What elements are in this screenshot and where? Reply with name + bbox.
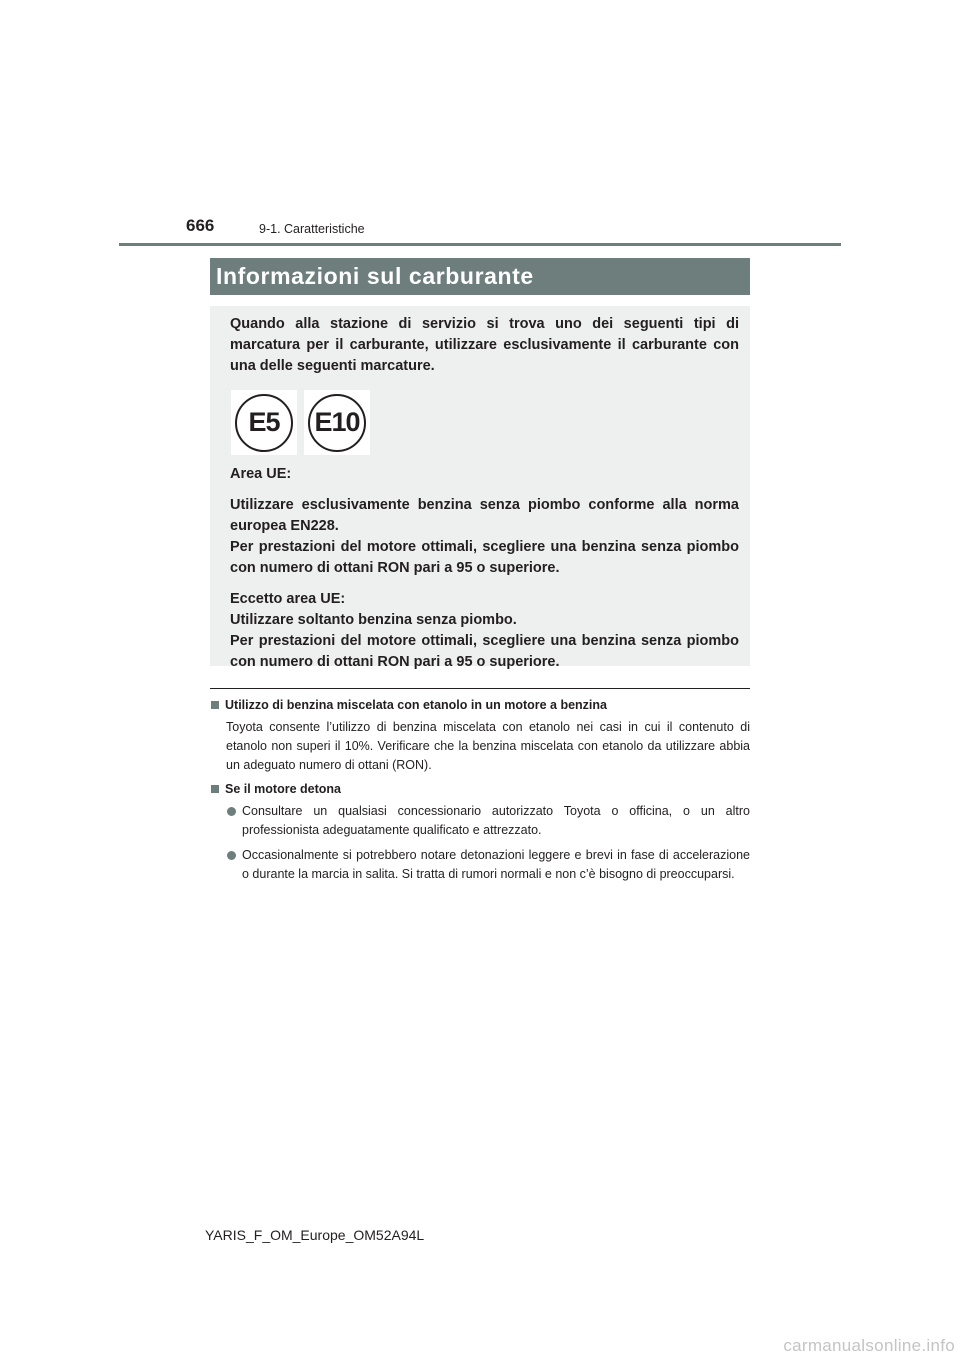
list-item-text: Occasionalmente si potrebbero notare detonazioni leggere e brevi in fase di accelerazione o durante la marcia in salita. Si tratta di rumori normali e non c’è bisogno di preoccuparsi. xyxy=(242,848,750,881)
fuel-info-box xyxy=(210,306,750,670)
eu-area-text-1: Utilizzare esclusivamente benzina senza piombo conforme alla norma europea EN228. xyxy=(230,497,739,534)
square-bullet-icon xyxy=(211,701,219,709)
list-item-text: Consultare un qualsiasi concessionario autorizzato Toyota o officina, o un altro professionista adeguatamente qualificato e attrezzato. xyxy=(242,804,750,837)
page-title: Informazioni sul carburante xyxy=(210,258,750,295)
note-heading-ethanol-text: Utilizzo di benzina miscelata con etanolo in un motore a benzina xyxy=(225,698,607,712)
e10-marking-icon: E10 xyxy=(308,394,366,452)
section-label: 9-1. Caratteristiche xyxy=(259,222,365,236)
list-item xyxy=(210,846,750,884)
e5-marking-tile xyxy=(231,390,297,455)
notes-section xyxy=(210,696,750,884)
square-bullet-icon xyxy=(211,785,219,793)
e10-marking-tile xyxy=(304,390,370,455)
watermark: carmanualsonline.info xyxy=(783,1336,955,1355)
notes-divider xyxy=(210,688,750,689)
header-divider xyxy=(119,243,841,246)
non-eu-area-text-1: Utilizzare soltanto benzina senza piombo. xyxy=(230,612,517,628)
non-eu-area-text-2: Per prestazioni del motore ottimali, scegliere una benzina senza piombo con numero di ottani RON pari a 95 o superiore. xyxy=(230,633,739,670)
fuel-marking-badges xyxy=(231,390,739,455)
intro-text: Quando alla stazione di servizio si trova uno dei seguenti tipi di marcatura per il carburante, utilizzare esclusivamente il carburante con una delle seguenti marcature. xyxy=(230,316,739,374)
note-heading-ethanol xyxy=(210,696,750,715)
note-heading-knocking-text: Se il motore detona xyxy=(225,782,341,796)
document-code-footer: YARIS_F_OM_Europe_OM52A94L xyxy=(205,1227,425,1243)
non-eu-area-label: Eccetto area UE: xyxy=(230,591,346,607)
list-item xyxy=(210,802,750,840)
eu-area-text-2: Per prestazioni del motore ottimali, scegliere una benzina senza piombo con numero di ottani RON pari a 95 o superiore. xyxy=(230,539,739,576)
page-number: 666 xyxy=(186,216,215,235)
round-bullet-icon xyxy=(227,851,236,860)
note-body-ethanol: Toyota consente l’utilizzo di benzina miscelata con etanolo nei casi in cui il contenuto di etanolo non superi il 10%. Verificare che la benzina miscelata con etanolo da utilizzare abbia un adeguato numero di ottani (RON). xyxy=(226,720,750,772)
e5-marking-icon: E5 xyxy=(235,394,293,452)
eu-area-label: Area UE: xyxy=(230,466,292,482)
round-bullet-icon xyxy=(227,807,236,816)
note-heading-knocking xyxy=(210,780,750,799)
